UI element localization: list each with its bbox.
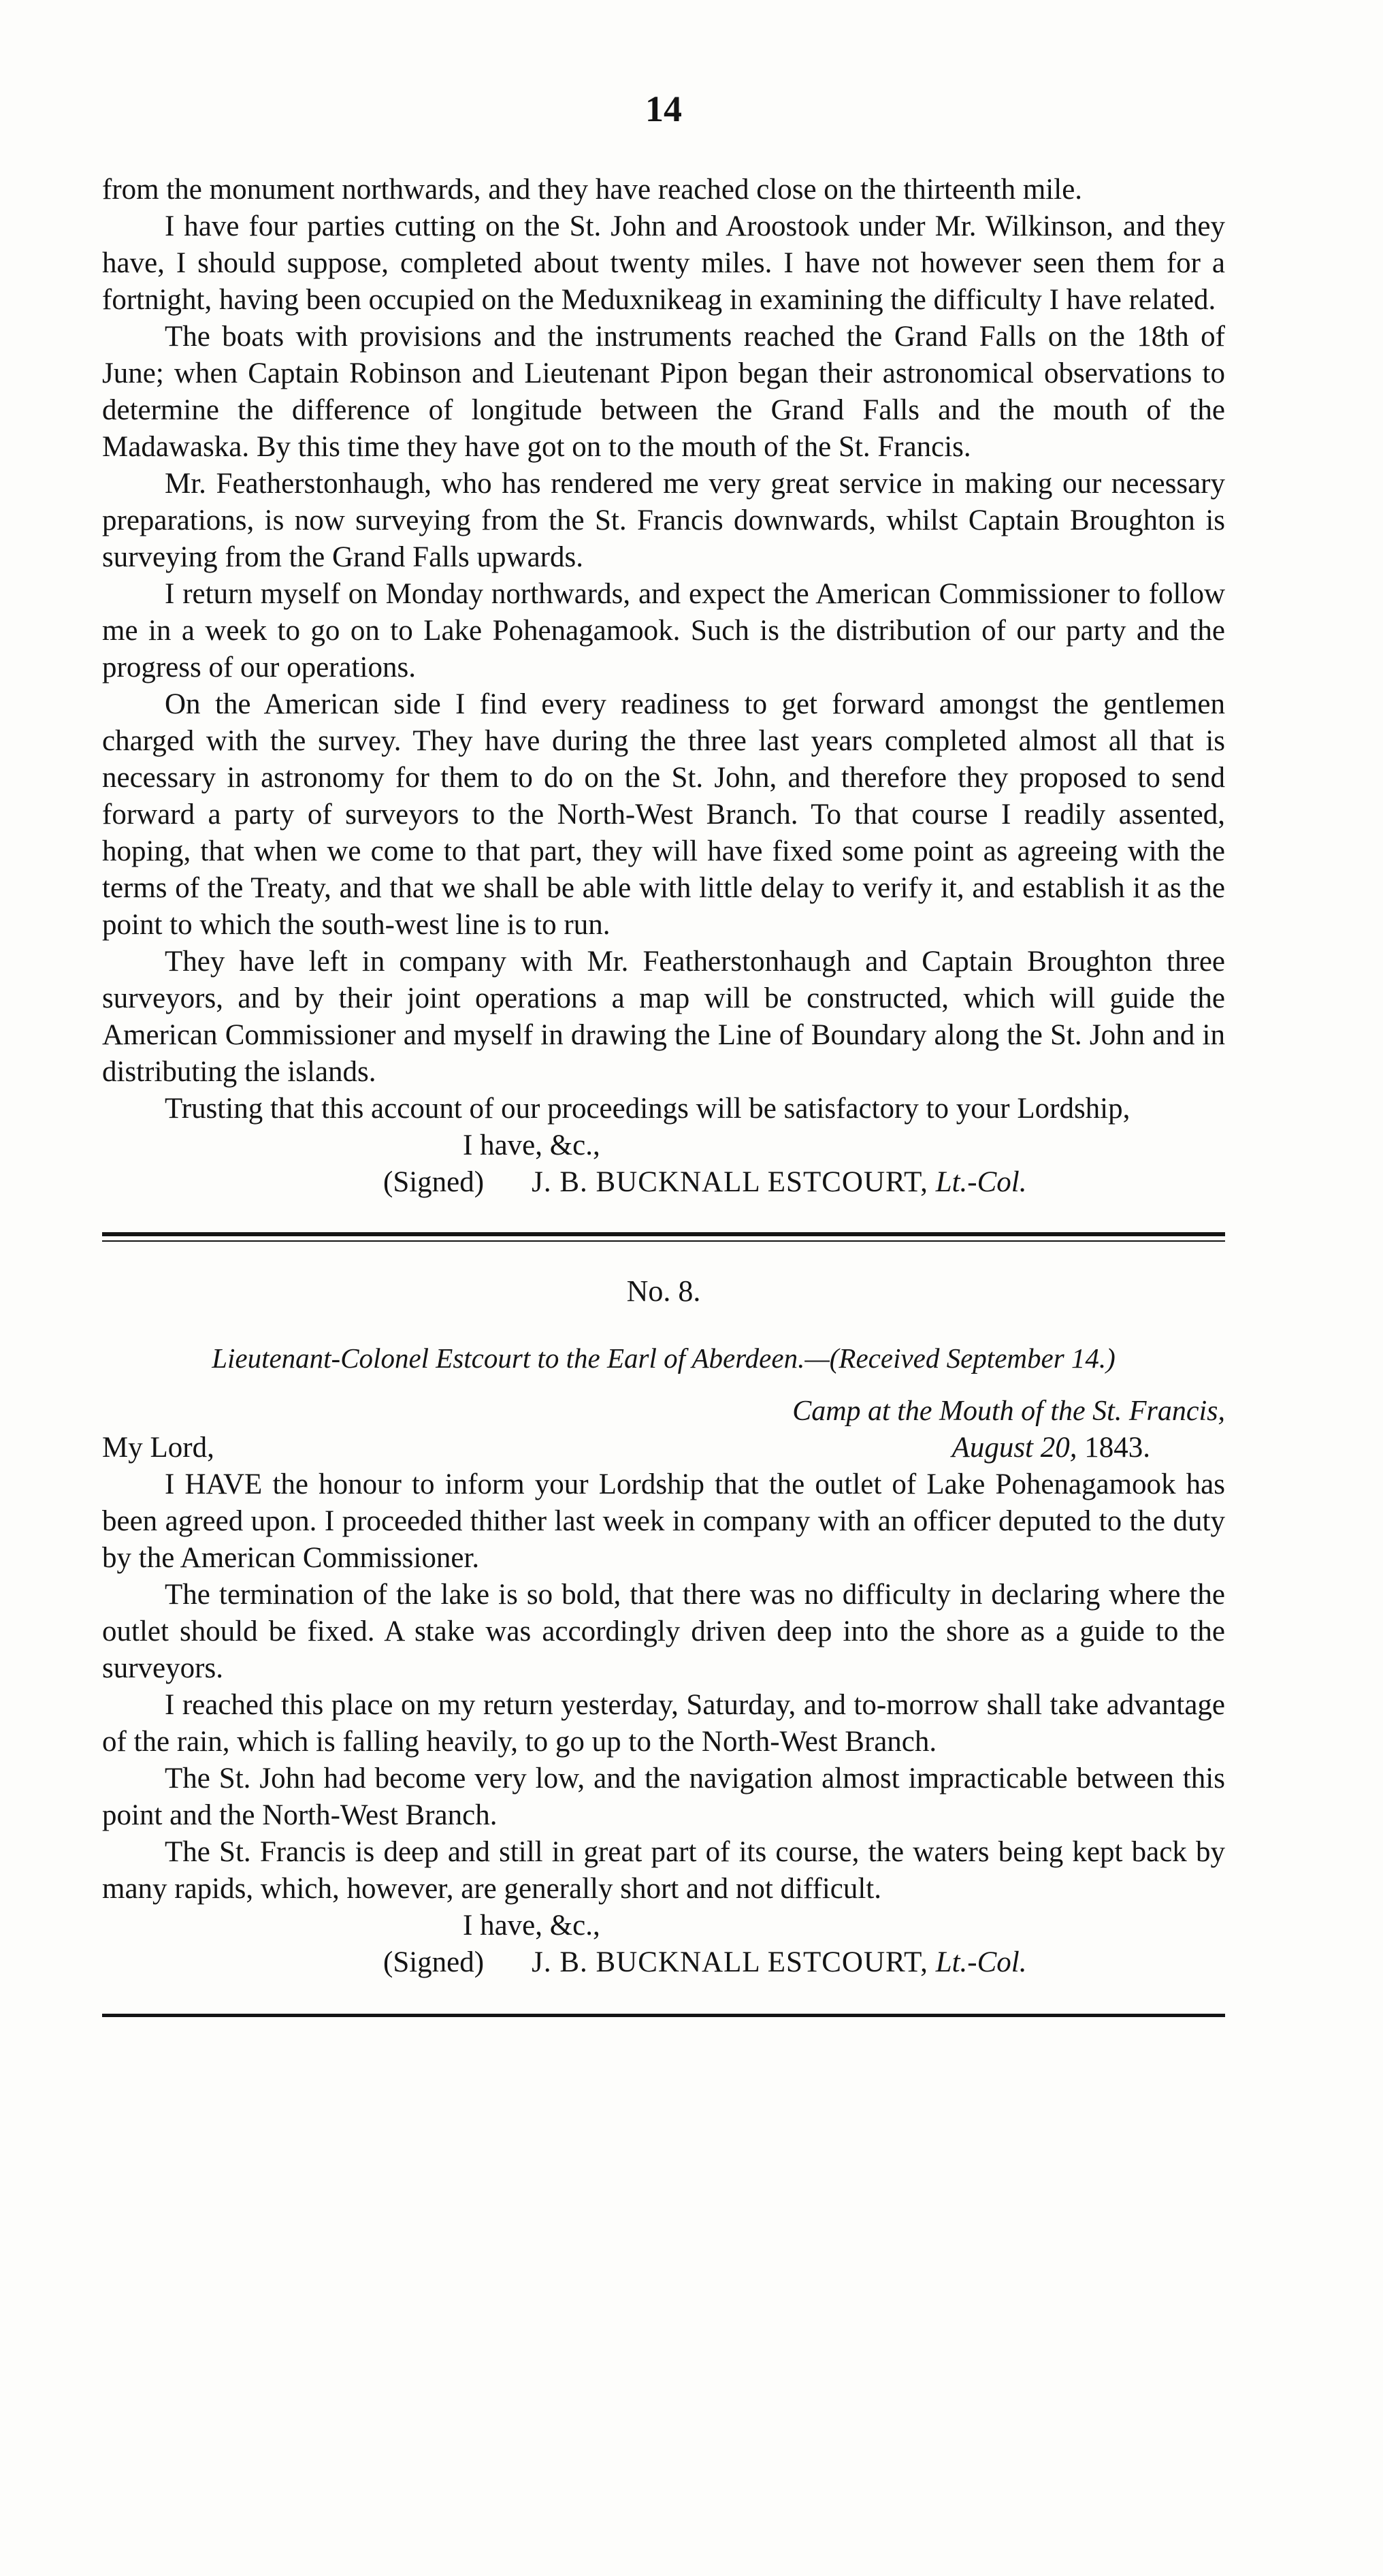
document-number: No. 8. bbox=[626, 1274, 701, 1308]
letter-one-paragraph: They have left in company with Mr. Featherstonhaugh and Captain Broughton three surveyors, and by their joint operations a map will be constructed, which will guide the American Commissioner and myself in drawing the Line of Boundary along the St. John and in distributing the islands. bbox=[102, 946, 1225, 1088]
heading-correspondents: Lieutenant-Colonel Estcourt to the Earl of Aberdeen.— bbox=[212, 1342, 830, 1374]
page-number: 14 bbox=[645, 88, 682, 129]
signature-rank: Lt.-Col. bbox=[935, 1166, 1027, 1198]
letter-one-paragraph: The boats with provisions and the instruments reached the Grand Falls on the 18th of June; when Captain Robinson and Lieutenant Pipon began their astronomical observations to determine the difference of longitude between the Grand Falls and the mouth of the Madawaska. By this time they have got on to the mouth of the St. Francis. bbox=[102, 321, 1225, 463]
section-divider-thin bbox=[102, 1240, 1225, 1242]
letter-one-paragraph: I have four parties cutting on the St. John and Aroostook under Mr. Wilkinson, and they have, I should suppose, completed about twenty miles. I have not however seen them for a fortnight, having been occupied on the Meduxnikeag in examining the difficulty I have related. bbox=[102, 210, 1225, 316]
dateline-date bbox=[952, 1430, 1150, 1466]
letter-two bbox=[102, 1273, 1225, 1981]
signature-name: J. B. BUCKNALL ESTCOURT, bbox=[532, 1946, 928, 1978]
signed-label: (Signed) bbox=[383, 1166, 485, 1198]
page-end-rule bbox=[102, 2014, 1225, 2017]
letter-two-paragraph: The St. Francis is deep and still in great part of its course, the waters being kept back by many rapids, which, however, are generally short and not difficult. bbox=[102, 1836, 1225, 1905]
letter-two-paragraph: The St. John had become very low, and the navigation almost impracticable between this point and the North-West Branch. bbox=[102, 1762, 1225, 1831]
letter-one-paragraph: from the monument northwards, and they have reached close on the thirteenth mile. bbox=[102, 174, 1083, 206]
heading-received: (Received September 14.) bbox=[829, 1342, 1116, 1374]
salutation: My Lord, bbox=[102, 1432, 214, 1464]
letter-one-paragraph: I return myself on Monday northwards, and expect the American Commissioner to follow me in a week to go on to Lake Pohenagamook. Such is the distribution of our party and the progress of our operations. bbox=[102, 578, 1225, 683]
letter-one-closing: I have, &c., bbox=[463, 1129, 600, 1161]
letter-one-paragraph: On the American side I find every readiness to get forward amongst the gentlemen charged with the survey. They have during the three last years completed almost all that is necessary in astronomy for them to do on the St. John, and therefore they proposed to send forward a party of surveyors to the North-West Branch. To that course I readily assented, hoping, that when we come to that part, they will have fixed some point as agreeing with the terms of the Treaty, and that we shall be able with little delay to verify it, and establish it as the point to which the south-west line is to run. bbox=[102, 688, 1225, 941]
dateline bbox=[102, 1393, 1225, 1466]
date-month-day: August 20, bbox=[951, 1432, 1077, 1464]
signed-label: (Signed) bbox=[383, 1946, 485, 1978]
letter-two-paragraph: I HAVE the honour to inform your Lordship that the outlet of Lake Pohenagamook has been agreed upon. I proceeded thither last week in company with an officer deputed to the duty by the American Commissioner. bbox=[102, 1468, 1225, 1574]
letter-one-signature-line bbox=[102, 1164, 1225, 1201]
document-page bbox=[102, 88, 1225, 2017]
letter-one-paragraph: Mr. Featherstonhaugh, who has rendered me very great service in making our necessary preparations, is now surveying from the St. Francis downwards, whilst Captain Broughton is surveying from the Grand Falls upwards. bbox=[102, 468, 1225, 573]
letter-two-signature-line bbox=[102, 1944, 1225, 1981]
signature-rank: Lt.-Col. bbox=[935, 1946, 1027, 1978]
letter-two-paragraph: The termination of the lake is so bold, that there was no difficulty in declaring where the outlet should be fixed. A stake was accordingly driven deep into the shore as a guide to the surveyors. bbox=[102, 1579, 1225, 1684]
date-year: 1843. bbox=[1084, 1432, 1150, 1464]
section-divider-thick bbox=[102, 1232, 1225, 1236]
document-heading bbox=[102, 1340, 1225, 1376]
dateline-place: Camp at the Mouth of the St. Francis, bbox=[792, 1396, 1225, 1427]
letter-one bbox=[102, 172, 1225, 1201]
letter-one-paragraph: Trusting that this account of our proceedings will be satisfactory to your Lordship, bbox=[165, 1093, 1130, 1125]
letter-two-paragraph: I reached this place on my return yesterday, Saturday, and to-morrow shall take advantage of the rain, which is falling heavily, to go up to the North-West Branch. bbox=[102, 1689, 1225, 1758]
signature-name: J. B. BUCKNALL ESTCOURT, bbox=[532, 1166, 928, 1198]
letter-two-closing: I have, &c., bbox=[463, 1910, 600, 1942]
